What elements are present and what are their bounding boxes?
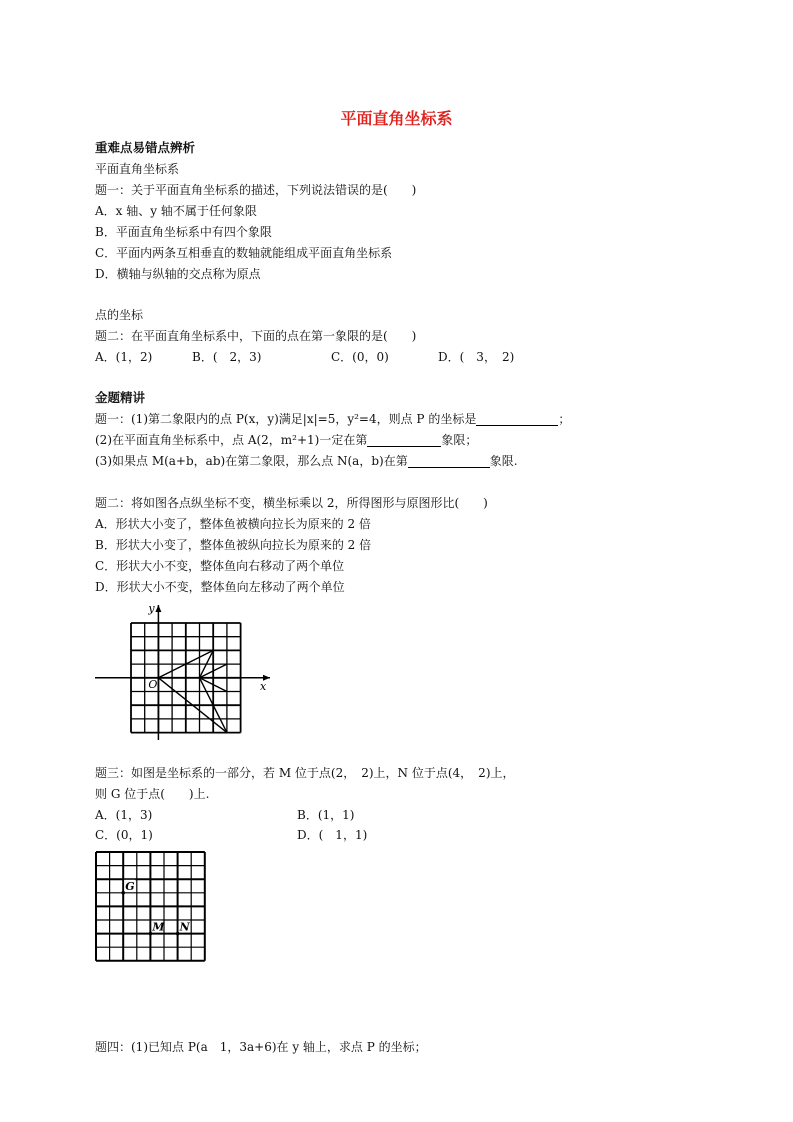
subheading: 点的坐标 — [95, 308, 144, 322]
point-label: M — [152, 920, 165, 934]
option-c: C．平面内两条互相垂直的数轴就能组成平面直角坐标系 — [95, 246, 393, 260]
answer-blank[interactable] — [408, 455, 490, 468]
option-a: A．(1，2) — [95, 350, 153, 364]
answer-blank[interactable] — [476, 413, 558, 426]
option-a: A．形状大小变了，整体鱼被横向拉长为原来的 2 倍 — [95, 517, 371, 531]
option-d: D．横轴与纵轴的交点称为原点 — [95, 267, 261, 281]
axis-label: y — [148, 602, 155, 615]
option-c: C．(0，1) — [95, 828, 153, 842]
question-stem: 则 G 位于点( )上. — [95, 787, 210, 801]
text: ； — [558, 412, 571, 426]
section-heading: 金题精讲 — [95, 390, 146, 405]
question-line — [95, 433, 477, 447]
page-title: 平面直角坐标系 — [340, 109, 453, 128]
grid-figure — [90, 845, 215, 970]
text: (3)如果点 M(a+b，ab)在第二象限，那么点 N(a，b)在第 — [95, 454, 408, 468]
option-b: B．平面直角坐标系中有四个象限 — [95, 225, 272, 239]
question-stem: 题三：如图是坐标系的一部分，若 M 位于点(2， 2)上，N 位于点(4， 2)上， — [95, 766, 515, 780]
option-c: C．形状大小不变，整体鱼向右移动了两个单位 — [95, 559, 345, 573]
section-heading: 重难点易错点辨析 — [95, 140, 196, 155]
text: 题一：(1)第二象限内的点 P(x，y)满足|x|=5，y²=4，则点 P 的坐标是 — [95, 412, 477, 426]
option-b: B．(1，1) — [297, 808, 355, 822]
option-d: D．形状大小不变，整体鱼向左移动了两个单位 — [95, 580, 345, 594]
axis-label: O — [148, 677, 158, 691]
text: 象限. — [489, 454, 518, 468]
option-b: B．形状大小变了，整体鱼被纵向拉长为原来的 2 倍 — [95, 538, 372, 552]
answer-blank[interactable] — [367, 434, 441, 447]
option-b: B．( 2，3) — [192, 350, 262, 364]
option-a: A．x 轴、y 轴不属于任何象限 — [95, 204, 257, 218]
option-a: A．(1，3) — [95, 808, 153, 822]
text: 象限； — [441, 433, 478, 447]
axis-label: x — [260, 679, 267, 693]
question-stem: 题四：(1)已知点 P(a 1，3a+6)在 y 轴上，求点 P 的坐标； — [95, 1040, 427, 1054]
subheading: 平面直角坐标系 — [95, 162, 180, 176]
question-stem: 题二：将如图各点纵坐标不变，横坐标乘以 2，所得图形与原图形比( ) — [95, 496, 488, 510]
question-stem: 题二：在平面直角坐标系中，下面的点在第一象限的是( ) — [95, 329, 417, 343]
option-c: C．(0，0) — [331, 350, 389, 364]
y-arrow-icon — [155, 605, 161, 612]
fish-coordinate-figure — [90, 600, 290, 750]
text: (2)在平面直角坐标系中，点 A(2，m²+1)一定在第 — [95, 433, 368, 447]
option-d: D．( 1，1) — [297, 828, 368, 842]
question-stem: 题一：关于平面直角坐标系的描述，下列说法错误的是( ) — [95, 183, 417, 197]
point-label: G — [125, 879, 135, 893]
question-line — [95, 412, 570, 426]
question-line — [95, 454, 518, 468]
point-label: N — [179, 920, 190, 934]
option-d: D．( 3， 2) — [438, 350, 515, 364]
